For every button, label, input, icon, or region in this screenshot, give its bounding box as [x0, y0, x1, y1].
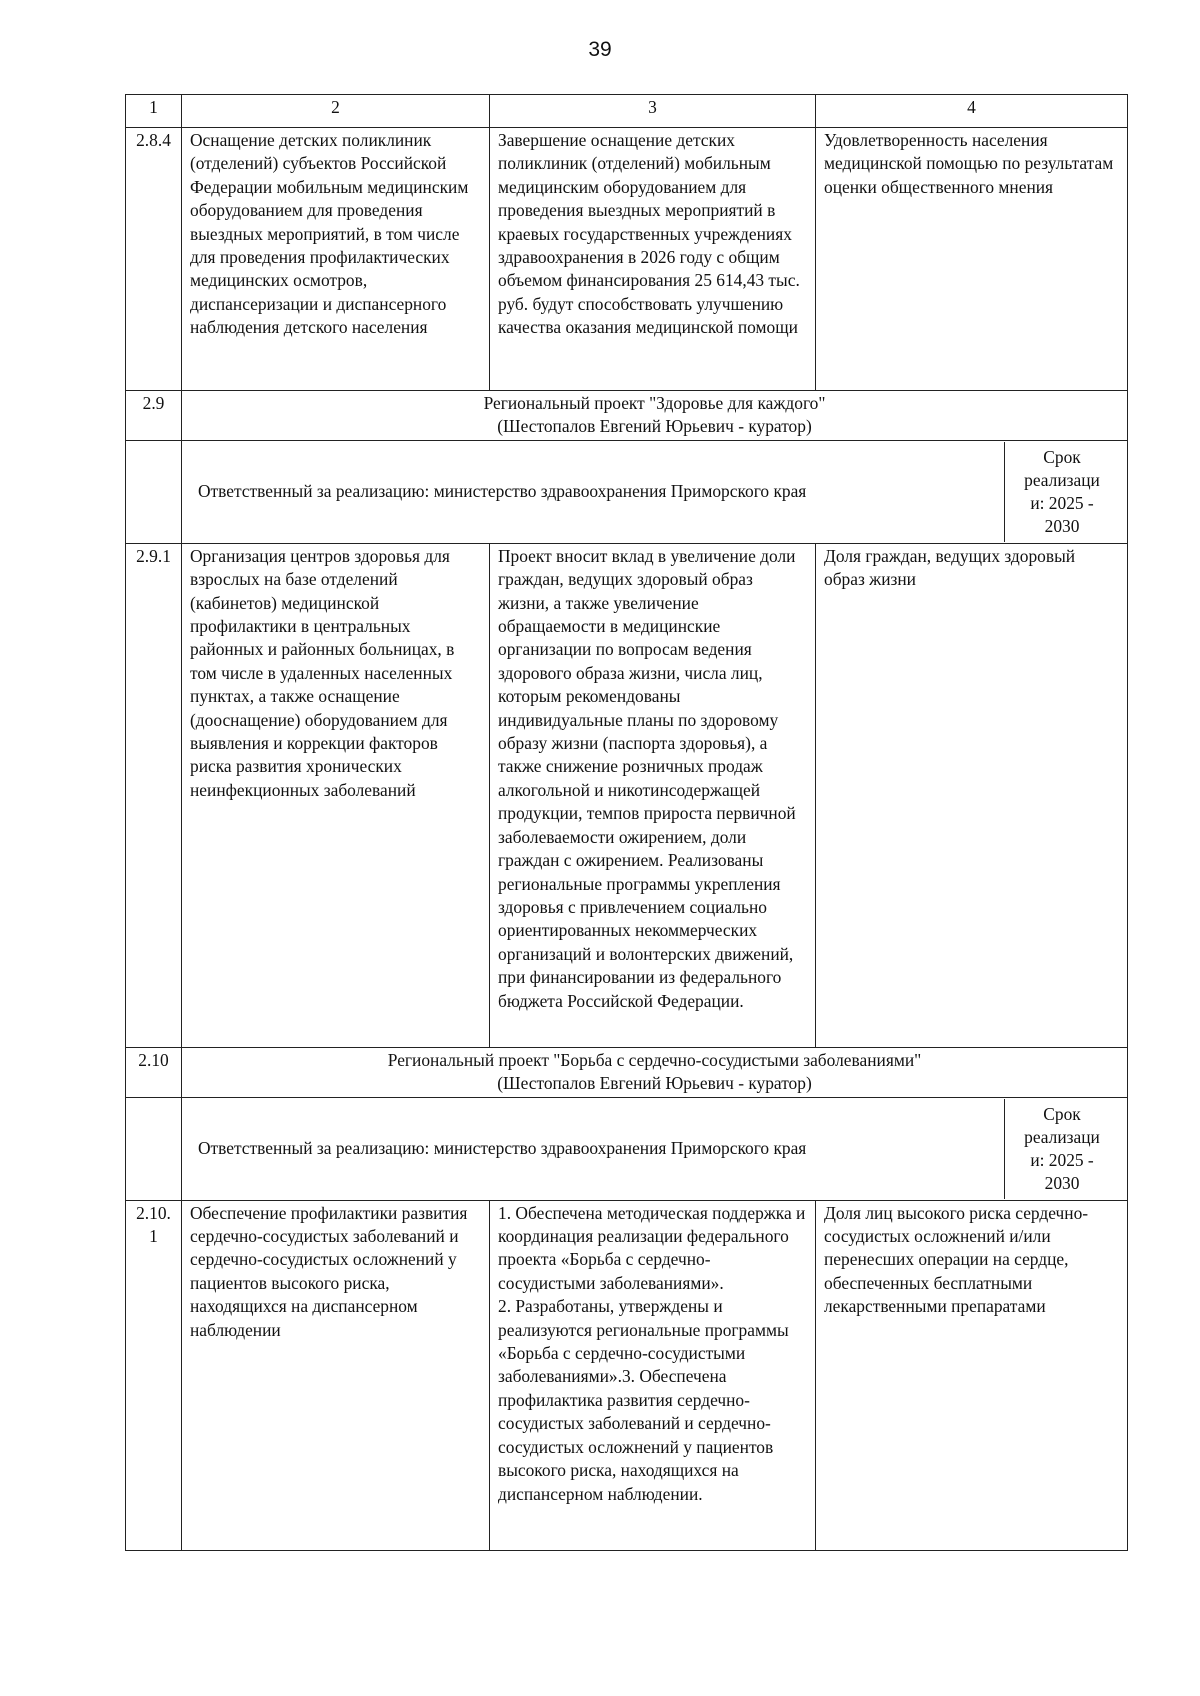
- responsible-cell: [182, 1097, 1128, 1200]
- project-title: Региональный проект "Борьба с сердечно-сосудистыми заболеваниями": [387, 1049, 922, 1070]
- project-row: [126, 391, 1128, 441]
- column-header: 3: [490, 95, 816, 128]
- table-row: [126, 543, 1128, 1047]
- project-title: Региональный проект "Здоровье для каждого": [483, 393, 826, 413]
- row-number: 2.9: [126, 391, 182, 441]
- empty-cell: [126, 1097, 182, 1200]
- project-curator: (Шестопалов Евгений Юрьевич - куратор): [497, 1073, 812, 1094]
- measure-cell: Организация центров здоровья для взрослых на базе отделений (кабинетов) медицинской профилактики в центральных районных и районных больницах, в том числе в удаленных населенных пунктах, а также оснащение (дооснащение) оборудованием для выявления и коррекции факторов риска развития хронических неинфекционных заболеваний: [182, 543, 490, 1047]
- project-row: [126, 1047, 1128, 1097]
- project-title-cell: [182, 1047, 1128, 1097]
- measure-cell: Обеспечение профилактики развития сердечно-сосудистых заболеваний и сердечно-сосудистых осложнений у пациентов высокого риска, находящихся на диспансерном наблюдении: [182, 1200, 490, 1550]
- result-cell: Завершение оснащение детских поликлиник (отделений) мобильным медицинским оборудованием для проведения выездных мероприятий в краевых государственных учреждениях здравоохранения в 2026 году с общим объемом финансирования 25 614,43 тыс. руб. будут способствовать улучшению качества оказания медицинской помощи: [490, 128, 816, 391]
- result-cell: Проект вносит вклад в увеличение доли граждан, ведущих здоровый образ жизни, а также увеличение обращаемости в медицинские организации по вопросам ведения здорового образа жизни, числа лиц, которым рекомендованы индивидуальные планы по здоровому образу жизни (паспорта здоровья), а также снижение розничных продаж алкогольной и никотинсодержащей продукции, темпов прироста первичной заболеваемости ожирением, доли граждан с ожирением. Реализованы региональные программы укрепления здоровья с привлечением социально ориентированных некоммерческих организаций и волонтерских движений, при финансировании из федерального бюджета Российской Федерации.: [490, 543, 816, 1047]
- row-number: 2.10. 1: [126, 1200, 182, 1550]
- responsible-row: [126, 1097, 1128, 1200]
- project-curator: (Шестопалов Евгений Юрьевич - куратор): [497, 416, 812, 437]
- table-row: [126, 128, 1128, 391]
- responsible-text: Ответственный за реализацию: министерство здравоохранения Приморского края: [198, 1137, 807, 1158]
- row-number: 2.9.1: [126, 543, 182, 1047]
- indicator-cell: Доля граждан, ведущих здоровый образ жизни: [816, 543, 1128, 1047]
- responsible-cell: [182, 440, 1128, 543]
- column-header: 2: [182, 95, 490, 128]
- implementation-term: Срок реализаци и: 2025 - 2030: [1004, 1099, 1119, 1199]
- project-title-cell: [182, 391, 1128, 441]
- indicator-cell: Удовлетворенность населения медицинской помощью по результатам оценки общественного мнения: [816, 128, 1128, 391]
- responsible-row: [126, 440, 1128, 543]
- column-header: 1: [126, 95, 182, 128]
- empty-cell: [126, 440, 182, 543]
- page-number: 39: [588, 38, 612, 61]
- implementation-term: Срок реализаци и: 2025 - 2030: [1004, 442, 1119, 542]
- row-number: 2.10: [126, 1047, 182, 1097]
- row-number: 2.8.4: [126, 128, 182, 391]
- table-header-row: [126, 95, 1128, 128]
- responsible-text: Ответственный за реализацию: министерство здравоохранения Приморского края: [198, 481, 807, 502]
- result-cell: 1. Обеспечена методическая поддержка и координация реализации федерального проекта «Борьба с сердечно- сосудистыми заболеваниями». 2. Разработаны, утверждены и реализуются региональные программы «Борьба с сердечно-сосудистыми заболеваниями».3. Обеспечена профилактика развития сердечно-сосудистых заболеваний и сердечно-сосудистых осложнений у пациентов высокого риска, находящихся на диспансерном наблюдении.: [490, 1200, 816, 1550]
- column-header: 4: [816, 95, 1128, 128]
- measure-cell: Оснащение детских поликлиник (отделений) субъектов Российской Федерации мобильным медицинским оборудованием для проведения выездных мероприятий, в том числе для проведения профилактических медицинских осмотров, диспансеризации и диспансерного наблюдения детского населения: [182, 128, 490, 391]
- measures-table: [125, 94, 1128, 1551]
- indicator-cell: Доля лиц высокого риска сердечно- сосудистых осложнений и/или перенесших операции на сердце, обеспеченных бесплатными лекарственными препаратами: [816, 1200, 1128, 1550]
- table-row: [126, 1200, 1128, 1550]
